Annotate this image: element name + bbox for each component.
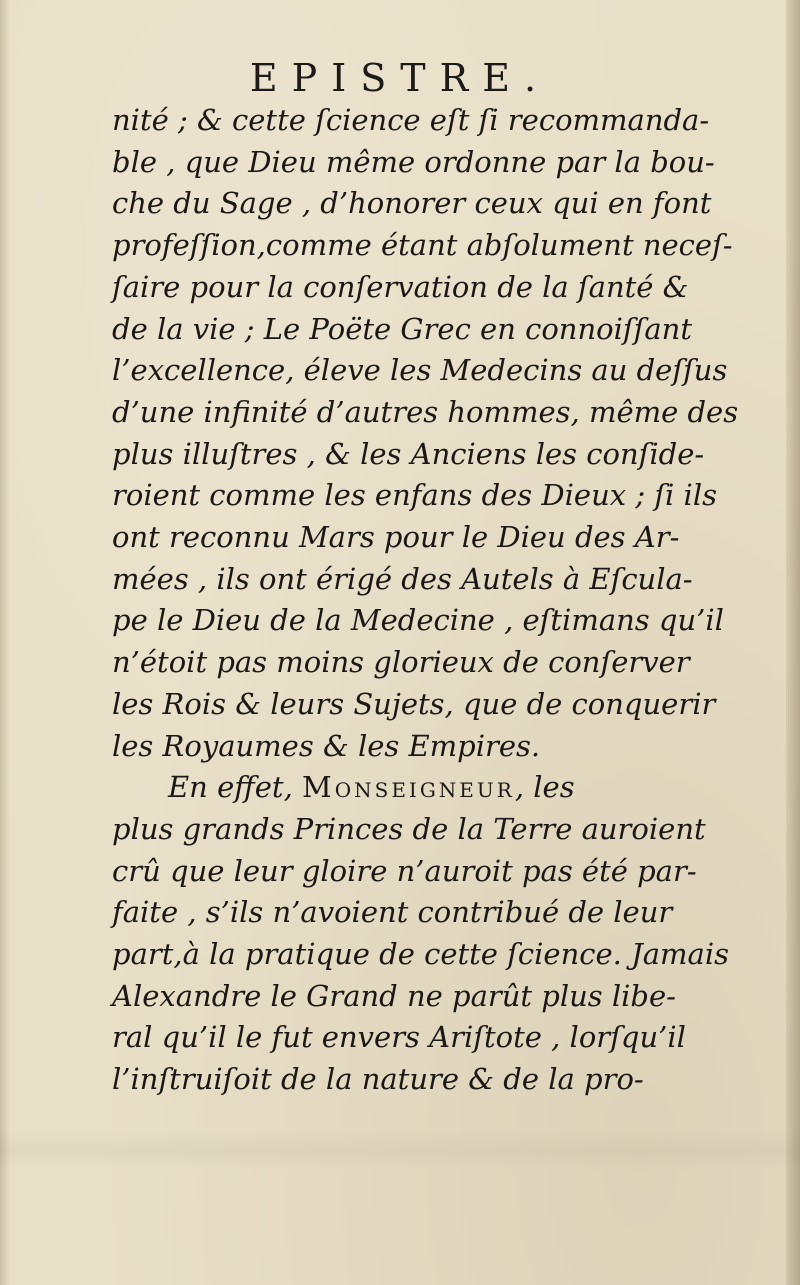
text-line: Alexandre le Grand ne parût plus libe- (112, 978, 676, 1013)
text-line: roient comme les enfans des Dieux ; ſi ils (112, 478, 717, 513)
text-line: profeſſion,comme étant abſolument neceſ- (112, 228, 733, 263)
running-header: EPISTRE. (249, 56, 551, 100)
text-line: les Rois & leurs Sujets, que de conquerir (112, 686, 716, 721)
text-line: l’inſtruiſoit de la nature & de la pro- (112, 1062, 644, 1097)
text-line: ſaire pour la conſervation de la ſanté & (112, 269, 689, 304)
para2-start: En effet, (168, 770, 293, 805)
text-line: ral qu’il le fut envers Ariſtote , lorſqu’il (112, 1020, 686, 1055)
para2-rest: , les (514, 770, 575, 805)
text-line: plus grands Princes de la Terre auroient (112, 811, 706, 846)
text-line: pe le Dieu de la Medecine , eſtimans qu’il (112, 603, 724, 638)
text-line: les Royaumes & les Empires. (112, 728, 541, 763)
text-line: de la vie ; Le Poëte Grec en connoiſſant (112, 311, 692, 346)
text-line: nité ; & cette ſcience eſt ſi recommanda- (112, 103, 710, 137)
text-line: l’excellence, éleve les Medecins au deſſus (112, 353, 728, 388)
text-line: crû que leur gloire n’auroit pas été par- (112, 853, 697, 888)
page-left-edge-shadow (0, 0, 10, 1285)
text-line: n’étoit pas moins glorieux de conſerver (112, 645, 690, 680)
text-line: plus illuſtres , & les Anciens les conſide- (112, 436, 705, 471)
text-line: faite , s’ils n’avoient contribué de leur (112, 895, 673, 930)
text-line: d’une infinité d’autres hommes, même des (112, 394, 739, 429)
paragraph-start-line (112, 767, 717, 809)
show-through-band (0, 1130, 800, 1170)
page-right-edge-shadow (786, 0, 800, 1285)
salutation-monseigneur: Monseigneur (302, 770, 515, 805)
text-line: part,à la pratique de cette ſcience. Jamais (112, 937, 729, 972)
text-line: ble , que Dieu même ordonne par la bou- (112, 144, 715, 179)
text-line: che du Sage , d’honorer ceux qui en font (112, 186, 712, 221)
text-line: mées , ils ont érigé des Autels à Eſcula- (112, 561, 693, 596)
body-text (112, 100, 739, 1101)
text-line: ont reconnu Mars pour le Dieu des Ar- (112, 520, 680, 555)
